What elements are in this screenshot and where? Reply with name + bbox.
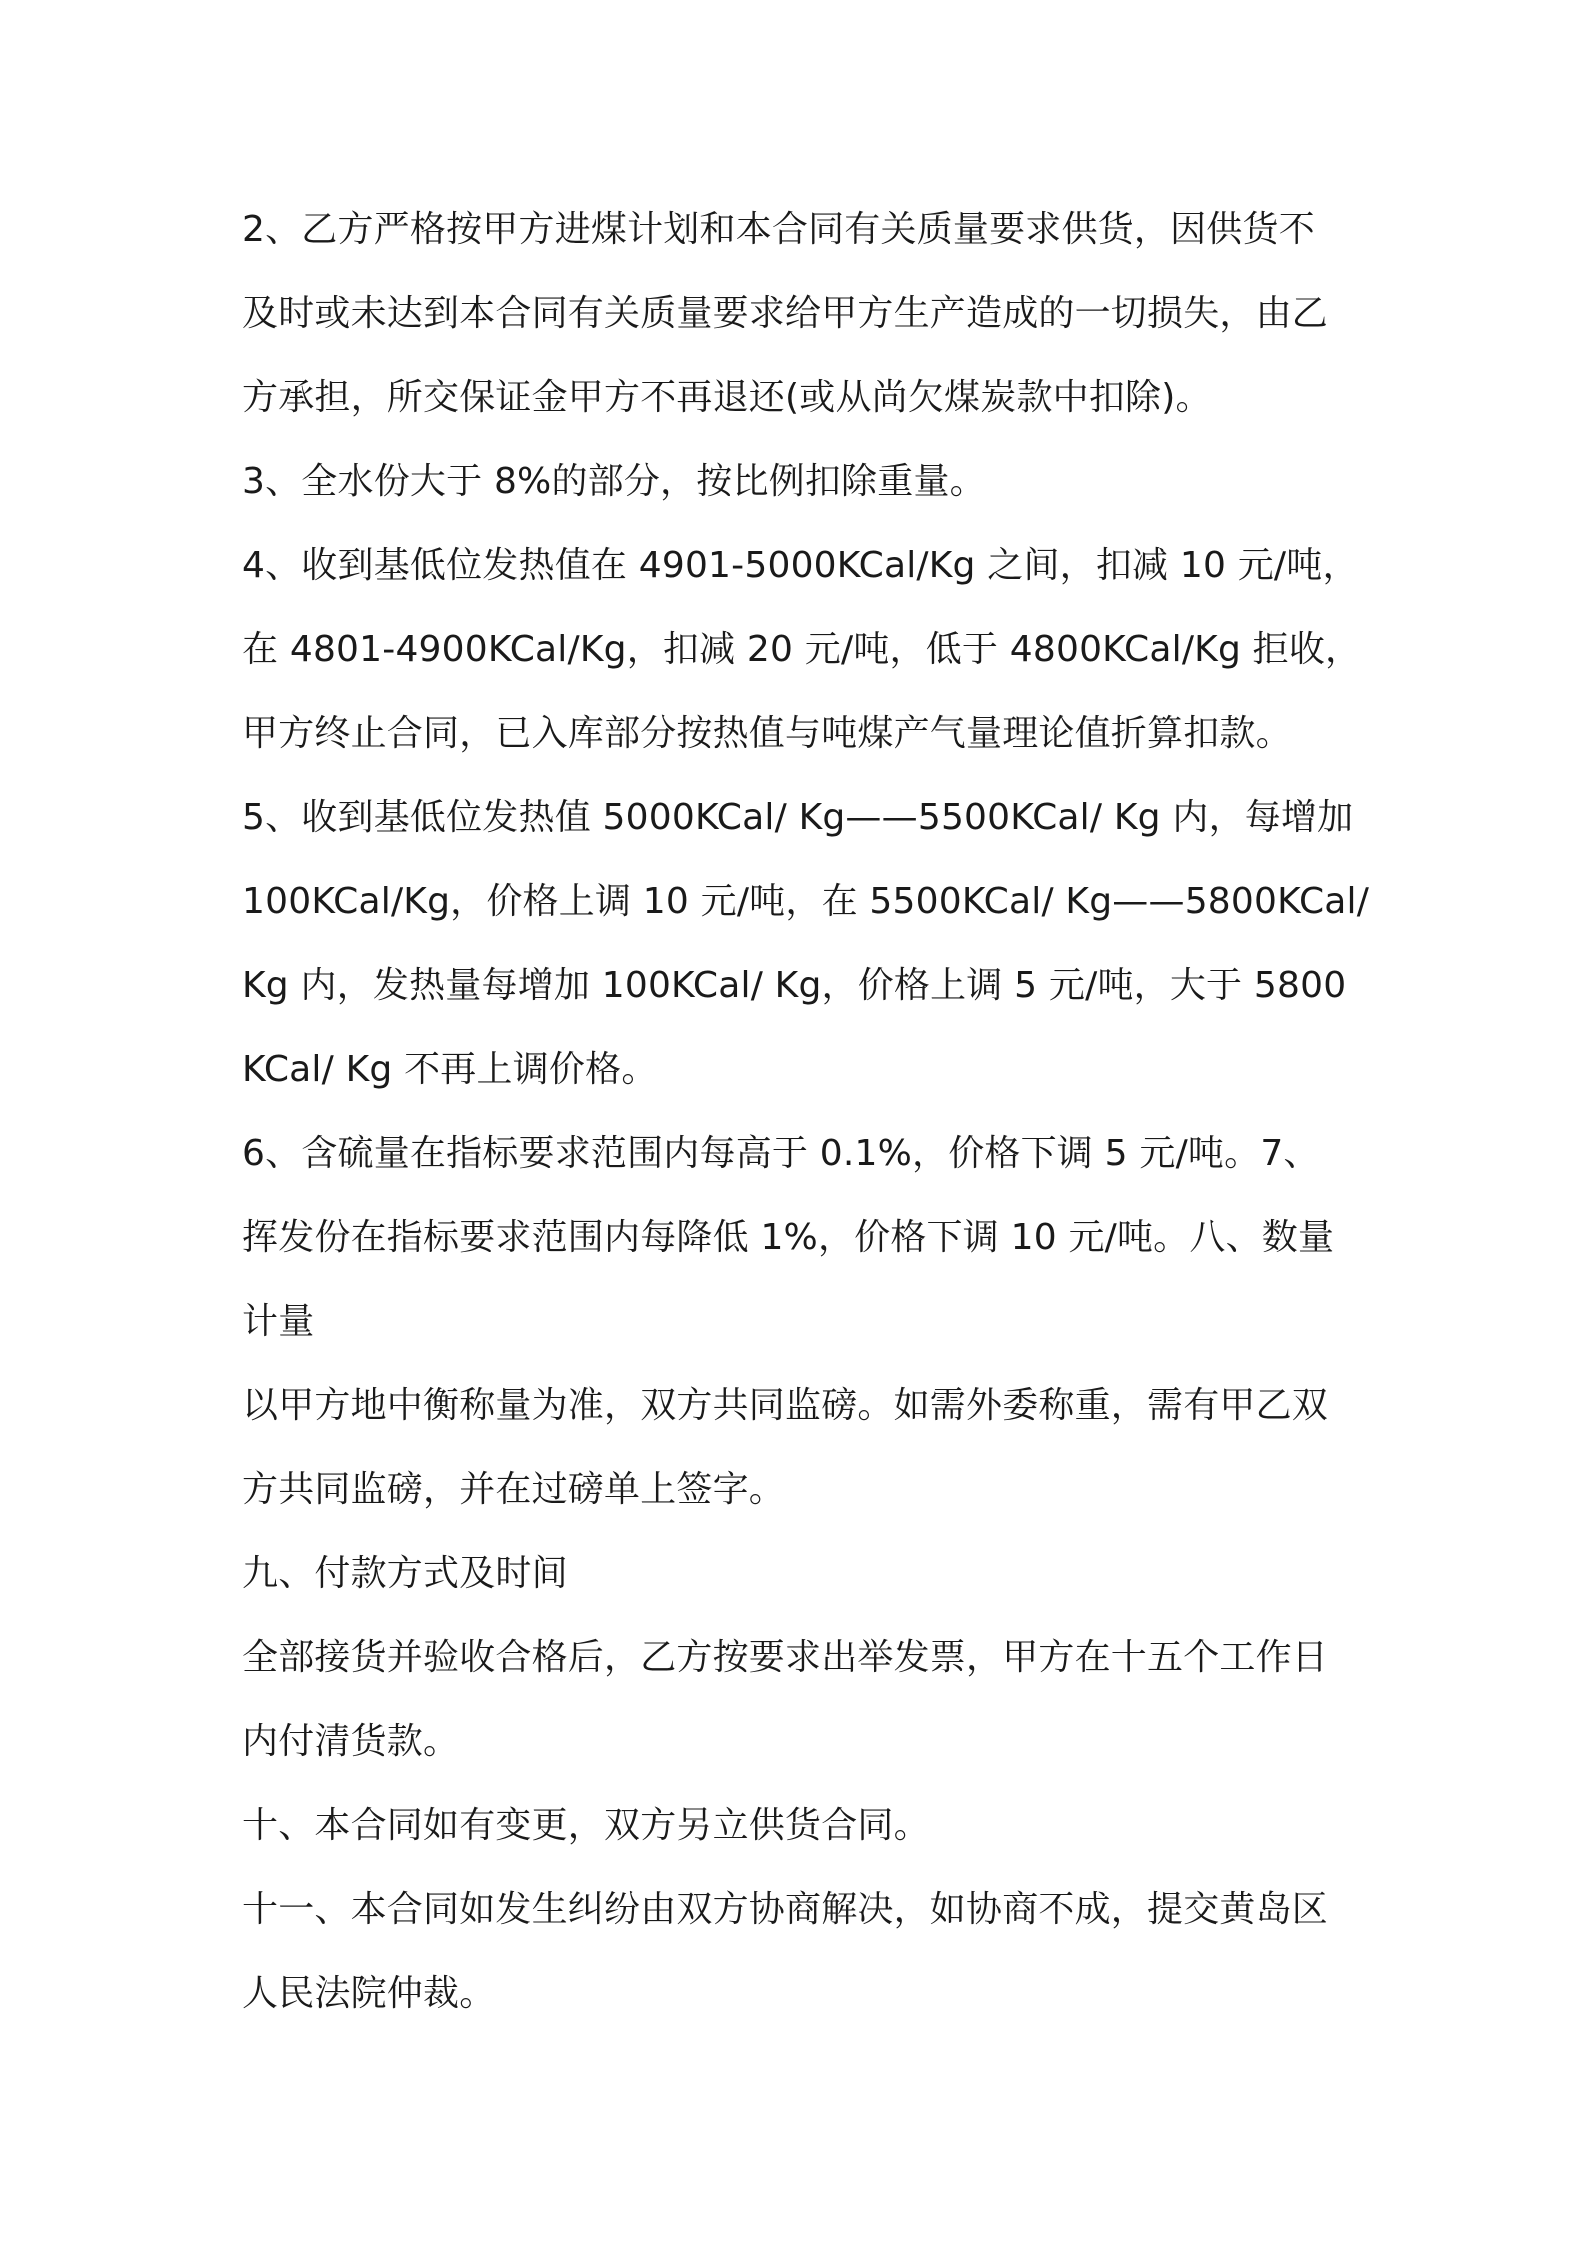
text-line: 方共同监磅，并在过磅单上签字。 — [242, 1469, 786, 1510]
text-line: 内付清货款。 — [242, 1721, 460, 1762]
text-line: 方承担，所交保证金甲方不再退还(或从尚欠煤炭款中扣除)。 — [242, 377, 1212, 418]
text-line: 5、收到基低位发热值 5000KCal/ Kg——5500KCal/ Kg 内，每增加 — [242, 797, 1354, 838]
text-line: 3、全水份大于 8%的部分，按比例扣除重量。 — [242, 461, 986, 502]
contract-text — [242, 188, 1370, 2036]
text-line: KCal/ Kg 不再上调价格。 — [242, 1049, 658, 1090]
text-line: 挥发份在指标要求范围内每降低 1%，价格下调 10 元/吨。八、数量 — [242, 1217, 1335, 1258]
section-heading: 九、付款方式及时间 — [242, 1553, 568, 1594]
text-line: 在 4801-4900KCal/Kg，扣减 20 元/吨，低于 4800KCal/Kg 拒收， — [242, 629, 1362, 670]
text-line: 2、乙方严格按甲方进煤计划和本合同有关质量要求供货，因供货不 — [242, 209, 1315, 250]
text-line: 以甲方地中衡称量为准，双方共同监磅。如需外委称重，需有甲乙双 — [242, 1385, 1329, 1426]
text-line: 甲方终止合同，已入库部分按热值与吨煤产气量理论值折算扣款。 — [242, 713, 1292, 754]
text-line: 4、收到基低位发热值在 4901-5000KCal/Kg 之间，扣减 10 元/吨， — [242, 545, 1359, 586]
text-line: 100KCal/Kg，价格上调 10 元/吨，在 5500KCal/ Kg——5800KCal/ — [242, 881, 1370, 922]
text-line: 6、含硫量在指标要求范围内每高于 0.1%，价格下调 5 元/吨。7、 — [242, 1133, 1320, 1174]
text-line: 及时或未达到本合同有关质量要求给甲方生产造成的一切损失，由乙 — [242, 293, 1329, 334]
text-line: Kg 内，发热量每增加 100KCal/ Kg，价格上调 5 元/吨，大于 5800 — [242, 965, 1347, 1006]
text-line: 计量 — [242, 1301, 315, 1342]
text-line: 十一、本合同如发生纠纷由双方协商解决，如协商不成，提交黄岛区 — [242, 1889, 1329, 1930]
text-line: 人民法院仲裁。 — [242, 1973, 496, 2014]
text-line: 全部接货并验收合格后，乙方按要求出举发票，甲方在十五个工作日 — [242, 1637, 1329, 1678]
text-line: 十、本合同如有变更，双方另立供货合同。 — [242, 1805, 930, 1846]
